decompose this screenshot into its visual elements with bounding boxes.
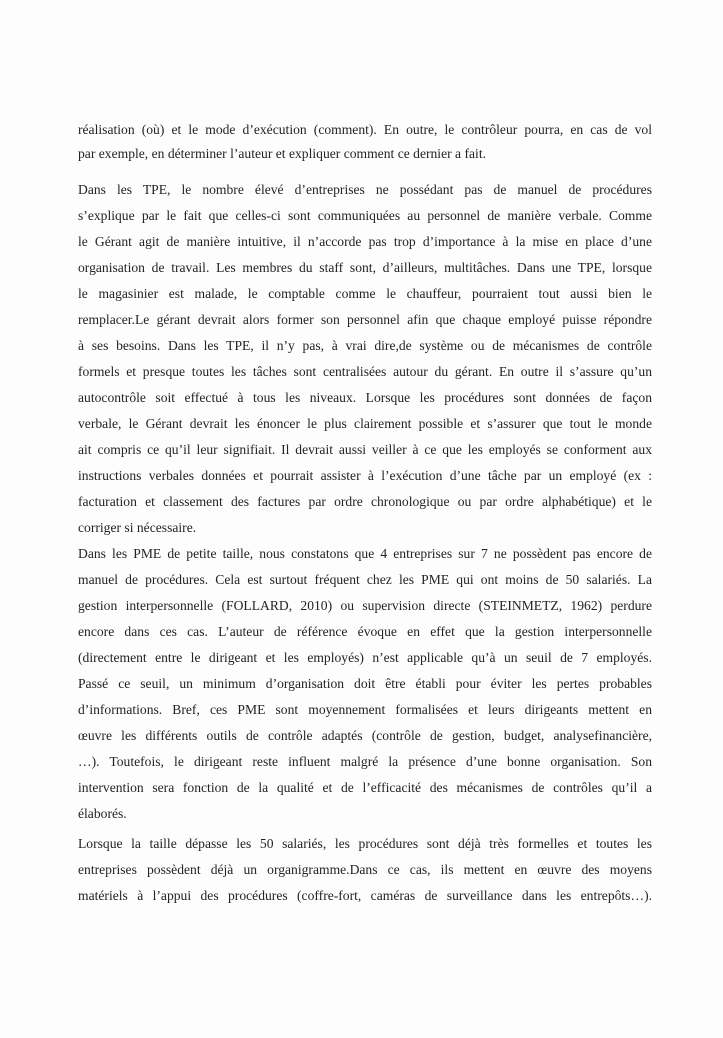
text-line: remplacer.Le gérant devrait alors former son personnel afin que chaque employé puisse répondre bbox=[78, 312, 652, 327]
text-line: encore dans ces cas. L’auteur de référence évoque en effet que la gestion interpersonnelle bbox=[78, 624, 652, 639]
text-line: Dans les PME de petite taille, nous constatons que 4 entreprises sur 7 ne possèdent pas encore de bbox=[78, 546, 652, 561]
text-line: manuel de procédures. Cela est surtout fréquent chez les PME qui ont moins de 50 salariés. La bbox=[78, 572, 652, 587]
text-line: élaborés. bbox=[78, 806, 127, 821]
text-line: à ses besoins. Dans les TPE, il n’y pas, à vrai dire,de système ou de mécanismes de contrôle bbox=[78, 338, 652, 353]
text-line: facturation et classement des factures par ordre chronologique ou par ordre alphabétique) et le bbox=[78, 494, 652, 509]
text-line: réalisation (où) et le mode d’exécution (comment). En outre, le contrôleur pourra, en cas de vol bbox=[78, 122, 652, 137]
text-line: Lorsque la taille dépasse les 50 salariés, les procédures sont déjà très formelles et toutes les bbox=[78, 836, 652, 851]
text-line: formels et presque toutes les tâches sont centralisées autour du gérant. En outre il s’assure qu’un bbox=[78, 364, 652, 379]
text-line: gestion interpersonnelle (FOLLARD, 2010) ou supervision directe (STEINMETZ, 1962) perdure bbox=[78, 598, 652, 613]
text-line: intervention sera fonction de la qualité et de l’efficacité des mécanismes de contrôles qu’il a bbox=[78, 780, 652, 795]
text-line: matériels à l’appui des procédures (coffre-fort, caméras de surveillance dans les entrepôts…). bbox=[78, 888, 652, 903]
text-line: …). Toutefois, le dirigeant reste influent malgré la présence d’une bonne organisation. Son bbox=[78, 754, 652, 769]
text-line: entreprises possèdent déjà un organigramme.Dans ce cas, ils mettent en œuvre des moyens bbox=[78, 862, 652, 877]
text-line: verbale, le Gérant devrait les énoncer le plus clairement possible et s’assurer que tout le monde bbox=[78, 416, 652, 431]
text-line: Passé ce seuil, un minimum d’organisation doit être établi pour éviter les pertes probables bbox=[78, 676, 652, 691]
text-line: instructions verbales données et pourrait assister à l’exécution d’une tâche par un employé (ex : bbox=[78, 468, 652, 483]
text-line: corriger si nécessaire. bbox=[78, 520, 197, 535]
text-line: (directement entre le dirigeant et les employés) n’est applicable qu’à un seuil de 7 employés. bbox=[78, 650, 652, 665]
text-line: d’informations. Bref, ces PME sont moyennement formalisées et leurs dirigeants mettent en bbox=[78, 702, 652, 717]
text-line: Dans les TPE, le nombre élevé d’entreprises ne possédant pas de manuel de procédures bbox=[78, 182, 652, 197]
text-line: autocontrôle soit effectué à tous les niveaux. Lorsque les procédures sont données de façon bbox=[78, 390, 652, 405]
text-line: œuvre les différents outils de contrôle adaptés (contrôle de gestion, budget, analysefinancière, bbox=[78, 728, 652, 743]
text-line: organisation de travail. Les membres du staff sont, d’ailleurs, multitâches. Dans une TPE, lorsque bbox=[78, 260, 652, 275]
text-line: ait compris ce qu’il leur signifiait. Il devrait aussi veiller à ce que les employés se conforment aux bbox=[78, 442, 652, 457]
text-line: le magasinier est malade, le comptable comme le chauffeur, pourraient tout aussi bien le bbox=[78, 286, 652, 301]
text-line: s’explique par le fait que celles-ci sont communiquées au personnel de manière verbale. Comme bbox=[78, 208, 652, 223]
text-line: par exemple, en déterminer l’auteur et expliquer comment ce dernier a fait. bbox=[78, 146, 486, 161]
text-line: le Gérant agit de manière intuitive, il n’accorde pas trop d’importance à la mise en place d’une bbox=[78, 234, 652, 249]
